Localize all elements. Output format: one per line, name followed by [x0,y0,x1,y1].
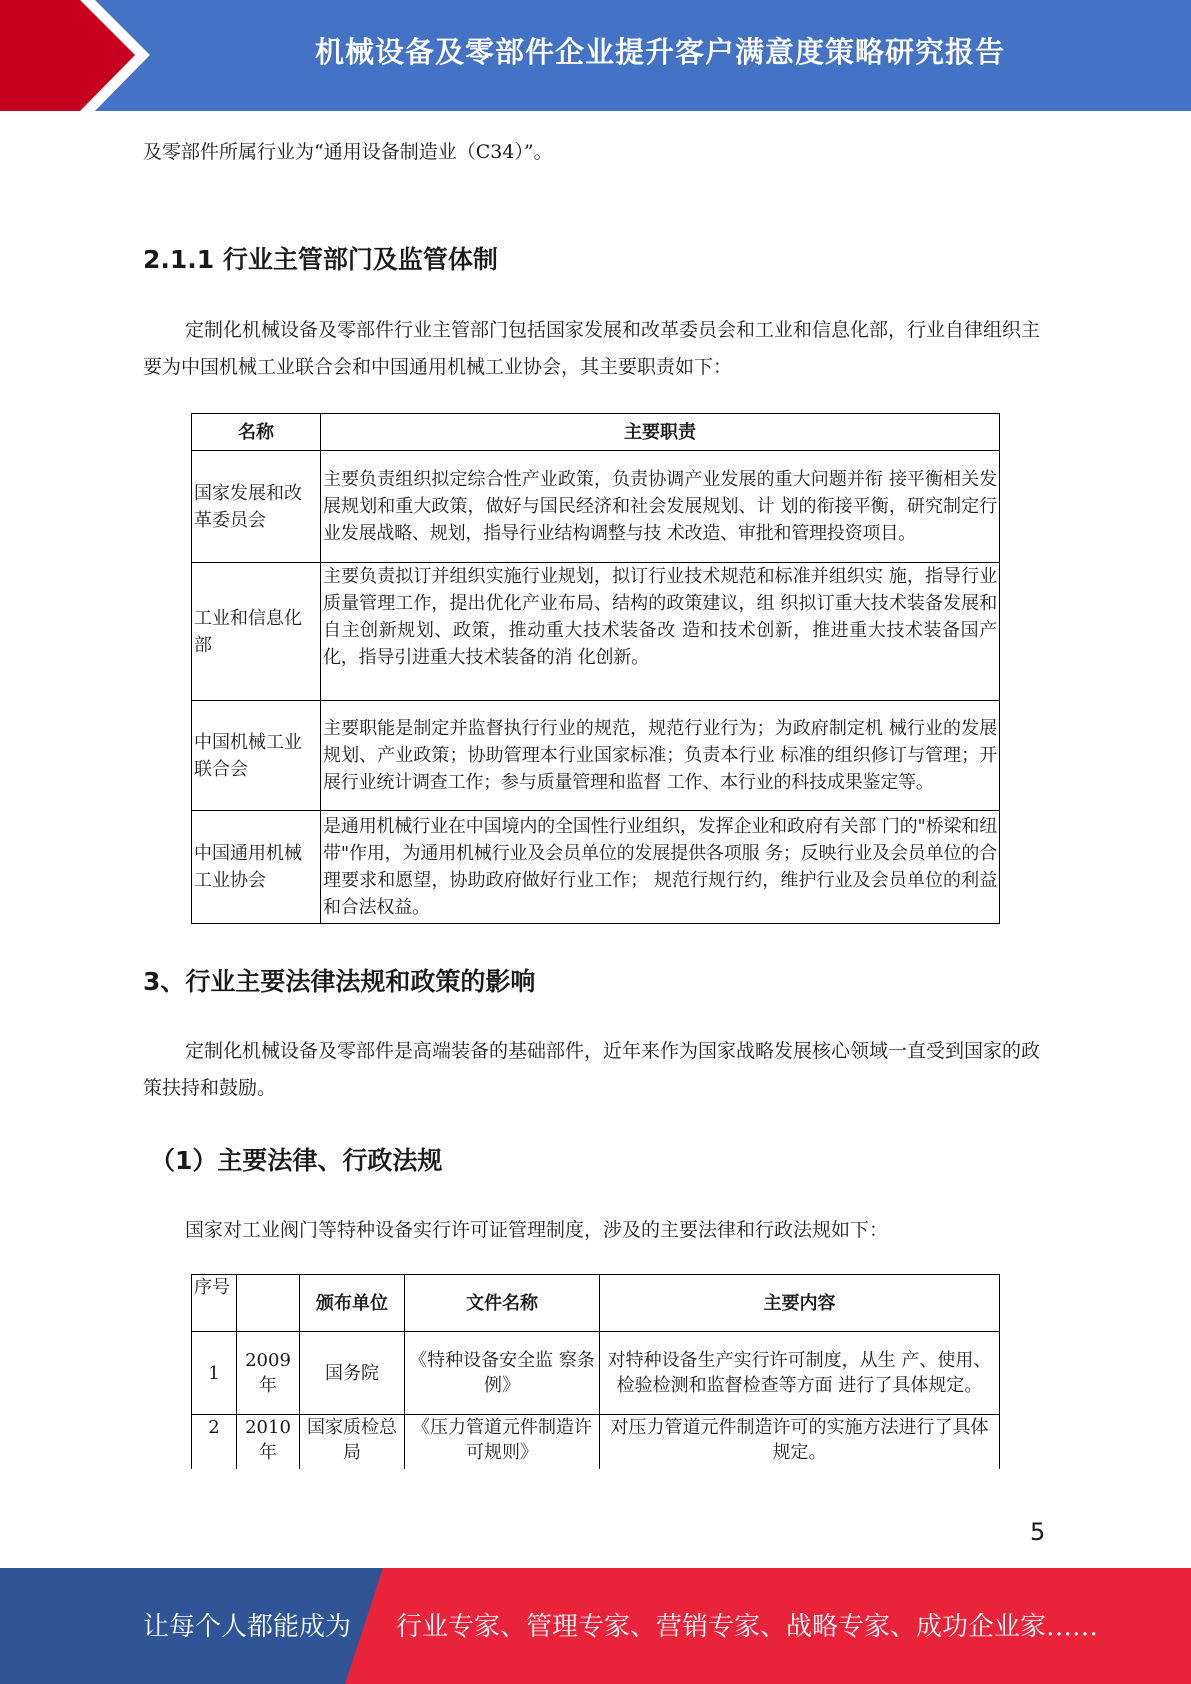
report-title: 机械设备及零部件企业提升客户满意度策略研究报告 [314,34,1005,69]
column-header-duty: 主要职责 [321,414,1000,451]
intro-line: 及零部件所属行业为“通用设备制造业（C34）”。 [143,141,553,163]
regulator-duty: 主要负责组织拟定综合性产业政策，负责协调产业发展的重大问题并衔 接平衡相关发展规划和重大政策，做好与国民经济和社会发展规划、计 划的衔接平衡，研究制定行业发展战略、规划，指导行业结构调整与技 术改造、审批和管理投资项目。 [321,451,1000,563]
table-row [192,563,1000,701]
footer-slogan-right: 行业专家、管理专家、营销专家、战略专家、成功企业家…… [396,1612,1099,1642]
section-heading-3: 3、行业主要法律法规和政策的影响 [143,967,536,996]
regulator-name: 中国机械工业联合会 [192,701,321,811]
table-row [192,701,1000,811]
row-year: 2010年 [237,1415,300,1525]
page-footer [0,1568,1191,1684]
regulator-duty: 主要负责拟订并组织实施行业规划，拟订行业技术规范和标准并组织实 施，指导行业质量管理工作，提出优化产业布局、结构的政策建议，组 织拟订重大技术装备发展和自主创新规划、政策，推动重大技术装备改 造和技术创新，推进重大技术装备国产化，指导引进重大技术装备的消 化创新。 [321,563,1000,701]
row-number: 1 [192,1332,237,1415]
header-arrow-decoration [0,0,160,111]
column-header-issuer: 颁布单位 [300,1275,405,1332]
regulator-duty: 是通用机械行业在中国境内的全国性行业组织，发挥企业和政府有关部 门的"桥梁和纽带"作用，为通用机械行业及会员单位的发展提供各项服 务；反映行业及会员单位的合理要求和愿望，协助政府做好行业工作； 规范行规行约，维护行业及会员单位的利益和合法权益。 [321,811,1000,924]
page-break-mask [180,1469,1020,1529]
column-header-content: 主要内容 [600,1275,1000,1332]
table-header-row [192,1275,1000,1332]
regulators-table [191,413,1000,924]
row-issuer: 国家质检总局 [300,1415,405,1525]
row-issuer: 国务院 [300,1332,405,1415]
regulator-name: 中国通用机械工业协会 [192,811,321,924]
section-2-1-1-paragraph: 定制化机械设备及零部件行业主管部门包括国家发展和改革委员会和工业和信息化部，行业自律组织主要为中国机械工业联合会和中国通用机械工业协会，其主要职责如下： [143,319,1041,378]
section-3-paragraph: 定制化机械设备及零部件是高端装备的基础部件，近年来作为国家战略发展核心领域一直受到国家的政策扶持和鼓励。 [143,1040,1041,1099]
table-header-row [192,414,1000,451]
row-year: 2009年 [237,1332,300,1415]
row-content: 对特种设备生产实行许可制度，从生 产、使用、检验检测和监督检查等方面 进行了具体规定。 [600,1332,1000,1415]
row-content: 对压力管道元件制造许可的实施方法进行了具体规定。 [600,1415,1000,1525]
column-header-name: 名称 [192,414,321,451]
table-row [192,451,1000,563]
row-document: 《压力管道元件制造许可规则》 [405,1415,600,1525]
regulator-name: 国家发展和改革委员会 [192,451,321,563]
column-header-number: 序号 [192,1275,237,1332]
regulator-name: 工业和信息化部 [192,563,321,701]
row-document: 《特种设备安全监 察条例》 [405,1332,600,1415]
column-header-year [237,1275,300,1332]
section-heading-2-1-1: 2.1.1 行业主管部门及监管体制 [143,245,498,274]
regulator-duty: 主要职能是制定并监督执行行业的规范，规范行业行为；为政府制定机 械行业的发展规划、产业政策；协助管理本行业国家标准；负责本行业 标准的组织修订与管理；开展行业统计调查工作；参与质量管理和监督 工作、本行业的科技成果鉴定等。 [321,701,1000,811]
column-header-document: 文件名称 [405,1275,600,1332]
page-header [0,0,1191,111]
table-row [192,1332,1000,1415]
row-number: 2 [192,1415,237,1525]
table-row [192,811,1000,924]
subsection-1-paragraph: 国家对工业阀门等特种设备实行许可证管理制度，涉及的主要法律和行政法规如下： [185,1219,889,1241]
footer-slogan-left: 让每个人都能成为 [143,1612,352,1642]
page-number: 5 [1030,1518,1046,1546]
subsection-heading-1: （1）主要法律、行政法规 [150,1146,443,1175]
